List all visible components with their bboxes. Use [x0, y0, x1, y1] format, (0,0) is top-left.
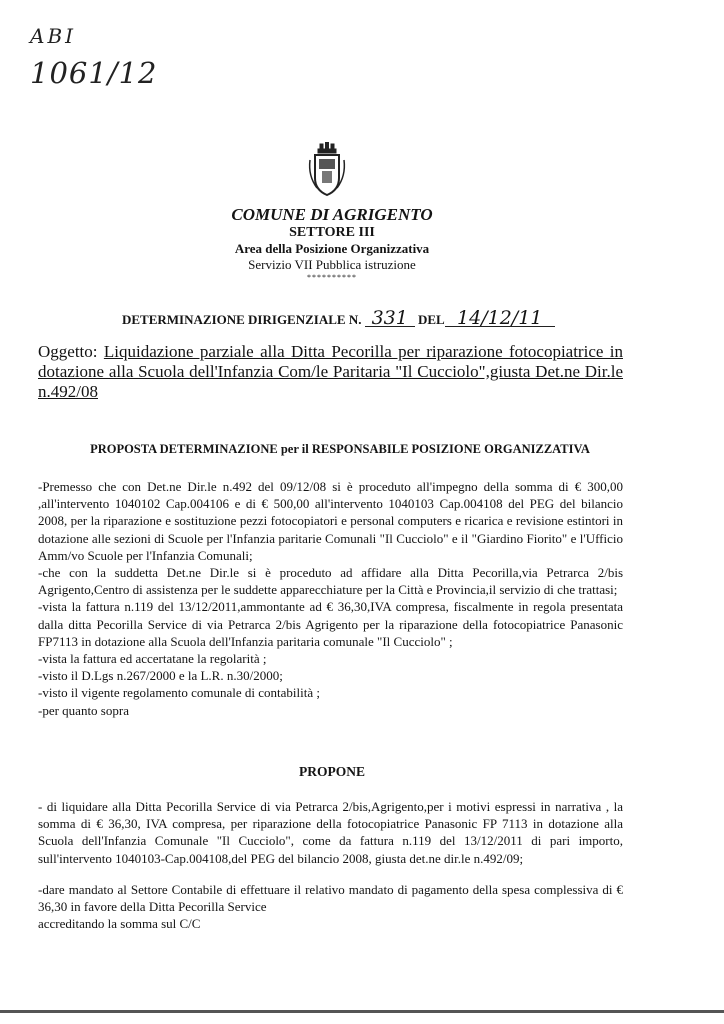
premise-paragraph: -per quanto sopra	[38, 702, 129, 718]
premise-paragraph: -Premesso che con Det.ne Dir.le n.492 del 09/12/08 si è proceduto all'impegno della somma di € 300,00 ,all'intervento 1040102 Cap.004106 e di € 500,00 all'intervento 1040103 Cap.004108 del PEG del bilancio 2008, per la riparazione e sostituzione pezzi fotocopiatori e personal computers e ricarica e revisione estintori in dotazione alle sezioni di Scuole per l'Infanzia paritarie Comunali "Il Cucciolo" e il "Giardino Fiorito" e l'Ufficio Amm/vo Scuole per l'Infanzia Comunali;	[38, 479, 623, 563]
premise-paragraph: -visto il vigente regolamento comunale di contabilità ;	[38, 685, 320, 701]
premise-paragraph: -vista la fattura ed accertatane la regolarità ;	[38, 651, 267, 667]
proposal-paragraph: - di liquidare alla Ditta Pecorilla Service di via Petrarca 2/bis,Agrigento,per i motivi espressi in narrativa , la somma di € 36,30, IVA compresa, per riparazione della fotocopiatrice Panasonic FP 7113 in dotazione alla Scuola dell'Infanzia Comunale "Il Cucciolo", come da fattura n.119 del 13/12/2011 di pari importo, sull'intervento 1040103-Cap.004108,del PEG del bilancio 2008, giusta det.ne dir.le n.492/09;	[38, 799, 623, 866]
premise-paragraph: -vista la fattura n.119 del 13/12/2011,ammontante ad € 36,30,IVA compresa, fiscalmente in regola presentata dalla ditta Pecorilla Service di via Petrarca 2/bis Agrigento per la riparazione della fotocopiatrice Panasonic FP7113 in dotazione alla Scuola dell'Infanzia paritaria comunale "Il Cucciolo" ;	[38, 599, 623, 649]
proposal-heading: PROPOSTA DETERMINAZIONE per il RESPONSABILE POSIZIONE ORGANIZZATIVA	[90, 442, 590, 456]
header-separator: **********	[307, 273, 357, 282]
city-name: COMUNE DI AGRIGENTO	[231, 205, 433, 224]
page-bottom-edge	[0, 1010, 724, 1013]
proposal-paragraph: accreditando la somma sul C/C	[38, 916, 201, 932]
premise-paragraph: -visto il D.Lgs n.267/2000 e la L.R. n.30/2000;	[38, 668, 283, 684]
proposals-list	[38, 798, 623, 932]
subject-text: Liquidazione parziale alla Ditta Pecorilla per riparazione fotocopiatrice in dotazione alla Scuola dell'Infanzia Com/le Paritaria "Il Cucciolo",giusta Det.ne Dir.le n.492/08	[38, 342, 623, 401]
determination-del-label: DEL	[417, 312, 445, 327]
handwritten-protocol-code: ABI	[30, 24, 77, 48]
area-title: Area della Posizione Organizzativa	[234, 241, 430, 256]
service-title: Servizio VII Pubblica istruzione	[248, 257, 416, 272]
propone-heading: PROPONE	[299, 764, 365, 779]
proposal-paragraph: -dare mandato al Settore Contabile di effettuare il relativo mandato di pagamento della spesa complessiva di € 36,30 in favore della Ditta Pecorilla Service	[38, 881, 623, 915]
determination-date: 14/12/11	[445, 310, 555, 327]
determination-line	[122, 307, 555, 329]
premise-paragraph: -che con la suddetta Det.ne Dir.le si è proceduto ad affidare alla Ditta Pecorilla,via Petrarca 2/bis Agrigento,Centro di assistenza per le suddette apparecchiature per la Città e Provincia,il servizio di che trattasi;	[38, 565, 623, 598]
subject-block	[38, 342, 623, 402]
handwritten-protocol-number: 1061/12	[30, 56, 158, 90]
subject-label: Oggetto:	[38, 342, 98, 361]
determination-number: 331	[365, 310, 415, 327]
sector-title: SETTORE III	[289, 225, 375, 240]
determination-label: DETERMINAZIONE DIRIGENZIALE N.	[122, 312, 362, 327]
coat-of-arms-icon	[307, 142, 347, 198]
premises-list	[38, 478, 623, 719]
